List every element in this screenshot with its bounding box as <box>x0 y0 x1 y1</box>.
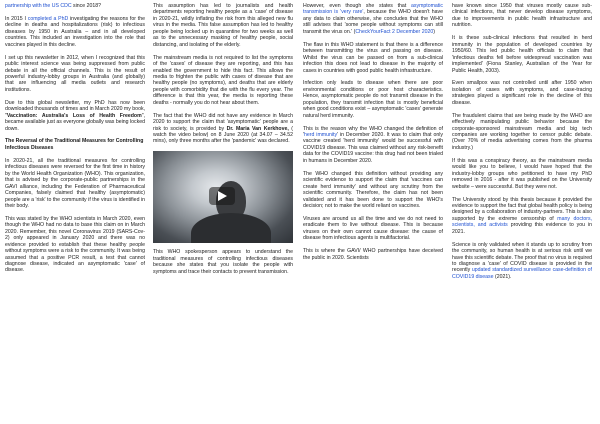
play-button[interactable] <box>209 187 235 205</box>
paragraph: This WHO spokesperson appears to understand the traditional measures of controlling infectious diseases because she states that you isolate the people with symptoms and trace their contacts to prevent transmission. <box>153 249 293 275</box>
paragraph: It is these sub-clinical infections that resulted in herd immunity in the population of developed countries by 1950/60. This led public health officials to claim that 'infectious deaths fell before widespread vaccination was implemented' (Fiona Stanley, Australian of the Year for Public Health, 2003). <box>452 35 592 74</box>
paragraph: Viruses are around us all the time and we do not need to eradicate them to live without disease. This is because viruses on their own cannot cause disease: the cause of disease from infectious agents is multifactorial. <box>303 215 443 242</box>
column-4 <box>452 3 592 421</box>
phd-link[interactable]: completed a PhD <box>27 15 69 22</box>
paragraph: Even smallpox was not controlled until after 1950 when isolation of cases with symptoms, and case-tracing strategies played a significant role in the decline of this disease. <box>452 80 592 106</box>
spokesperson-name: Dr. Maria Van Kerkhove, <box>226 125 289 132</box>
paragraph: In 2015 I completed a PhD investigating the reasons for the decline in deaths and hospitalizations (risk) to infectious diseases by 1950 in Australia – and in all developed countries. This included an investigation into the role that vaccines played in this decline. <box>5 15 145 48</box>
video-player[interactable] <box>153 151 293 243</box>
paragraph: If this was a conspiracy theory, as the mainstream media would like you to believe, I would have hoped that the industry-lobby groups who petitioned to have my PhD removed in 2016 - after it was published on the University website – were successful. But they were not. <box>452 157 592 190</box>
censorship-link[interactable]: many doctors, scientists, and activists <box>452 215 592 229</box>
paragraph: I set up this newsletter in 2012, when I recognized that this public interest science was being suppressed from public debate in all the official channels. This is the result of powerful industry-lobby groups in Australia (and globally) that are influencing all media outlets and research institutions. <box>5 54 145 93</box>
paragraph: However, even though she states that asymptomatic transmission is 'very rare', because the WHO doesn't have any data to claim otherwise, she concludes that the WHO still advises that 'some people without symptoms can still transmit the virus on.' (CheckYourFact 2 December 2020) <box>303 3 443 35</box>
paragraph: The fact that the WHO did not have any evidence in March 2020 to support the claim that 'asymptomatic' people are a risk to society, is provided by Dr. Maria Van Kerkhove, ( watch the video below) on 8 June 2020 (at 34.07 – 34.52 mins), only three months after the 'pandemic' was declared. <box>153 112 293 145</box>
paragraph: The WHO changed this definition without providing any scientific evidence to support the claim that 'vaccines can create herd immunity' and without any scrutiny from the scientific community. Therefore, the claim has not been validated and it has been done to support the WHO's decision; not to make the world reliant on vaccines. <box>303 170 443 209</box>
paragraph: Infection only leads to disease when there are poor environmental conditions or poor host characteristics. Hence, asymptomatic people do not transmit disease in the population, they transmit infection that is mostly beneficial when good conditions exist – asymptomatic 'cases' generate natural herd immunity. <box>303 80 443 119</box>
paragraph: have known since 1950 that viruses mostly cause sub-clinical infections, that never develop disease symptoms, due to improvements in public health infrastructure and nutrition. <box>452 3 592 29</box>
case-definition-link[interactable]: updated standardized surveillance case-definition of COVID19 disease <box>452 267 592 280</box>
paragraph: This is the reason why the WHO changed the definition of 'herd immunity' in December 2020. It was to claim that only vaccine created 'herd immunity' would be successful with COVID19 disease. This was claimed without any risk-benefit data for the COVID19 vaccine: this drug had not been trialed in humans in December 2020. <box>303 125 443 164</box>
paragraph: The mainstream media is not required to list the symptoms of the 'cases' of disease they are reporting, and this has enabled the government to hide this fact. This allows the media to frighten the public with cases of disease that are healthy people (no symptoms), and deaths that are elderly people with comorbidity that die with the flu every year. The difference is that this year, the media is reporting these deaths - normally you do not hear about them. <box>153 54 293 106</box>
asymptomatic-transmission-link[interactable]: asymptomatic transmission is 'very rare' <box>303 3 443 16</box>
checkyourfact-link[interactable]: CheckYourFact 2 December 2020 <box>355 28 434 35</box>
column-1 <box>5 3 145 421</box>
column-2 <box>153 3 293 421</box>
herd-immunity-link[interactable]: herd immunity <box>304 132 338 139</box>
section-heading: The Reversal of the Traditional Measures for Controlling Infectious Diseases <box>5 138 144 151</box>
play-icon <box>217 191 227 201</box>
paragraph: The fraudulent claims that are being made by the WHO are effectively manipulating public behavior because the corporate-sponsored mainstream media and big tech companies are working together to censor public debate. (Over 70% of media advertising comes from the pharma industry.) <box>452 112 592 151</box>
speaker-shoulders <box>191 213 271 243</box>
cdc-partnership-link[interactable]: partnership with the US CDC <box>5 3 72 9</box>
column-3 <box>303 3 443 421</box>
paragraph: The University stood by this thesis because it provided the evidence to support the fact that global health policy is being designed by a collaboration of industry-partners. This is also supported by the extreme censorship of many doctors, scientists, and activists providing this evidence to you in 2021. <box>452 196 592 235</box>
paragraph: partnership with the US CDC since 2018? <box>5 3 102 9</box>
paragraph: This is where the GAVI/ WHO partnerships have deceived the public in 2020. Scientists <box>303 248 443 261</box>
paragraph: Due to this global newsletter, my PhD has now been downloaded thousands of times and in March 2020 my book, "Vaccination: Australia's Loss of Health Freedom", became available just as everyone globally was being locked down. <box>5 99 145 132</box>
book-title: Vaccination: Australia's Loss of Health Freedom <box>6 112 142 119</box>
paragraph: In 2020-21, all the traditional measures for controlling infectious diseases were reversed for the first time in history by the World Health Organization (WHO). This organization, that is advised by the corporate-public partnerships in the GAVI alliance, including the Federation of Pharmaceutical Companies, falsely claimed that healthy (asymptomatic) people are a 'risk' to the community if the virus is identified in their body. <box>5 157 145 209</box>
paragraph: The flaw in this WHO statement is that there is a difference between transmitting the virus and passing on disease. Whilst the virus can be passed on from a sub-clinical infection this does not lead to disease in the majority of cases in countries with good public health infrastructure. <box>303 41 443 74</box>
paragraph: This was stated by the WHO scientists in March 2020, even though the WHO had no data to base this claim on in March 2020. Remember, this novel Coronavirus 2019 (SARS-Cov-2) only appeared in January 2020 and there was no evidence provided to establish that these healthy people without symptoms were a risk to the community. It was being assumed that a positive PCR result, a test that cannot diagnose disease, indicated an asymptomatic 'case' of disease. <box>5 215 145 274</box>
paragraph: Science is only validated when it stands up to scrutiny from the community, so human health is at serious risk until we have this scientific debate. The proof that no virus is required to diagnose a 'case' of COVID disease is provided in the recently updated standardized surveillance case-definition of COVID19 disease (2021). <box>452 241 592 280</box>
paragraph: This assumption has led to journalists and health departments reporting healthy people as a 'case' of disease in 2020-21, wildly inflating the risk from this alleged new flu virus in the media. This false assumption has led to healthy people being locked up in quarantine for two weeks as well as to the unnecessary masking of healthy people, social distancing, and isolating of the elderly. <box>153 3 293 48</box>
